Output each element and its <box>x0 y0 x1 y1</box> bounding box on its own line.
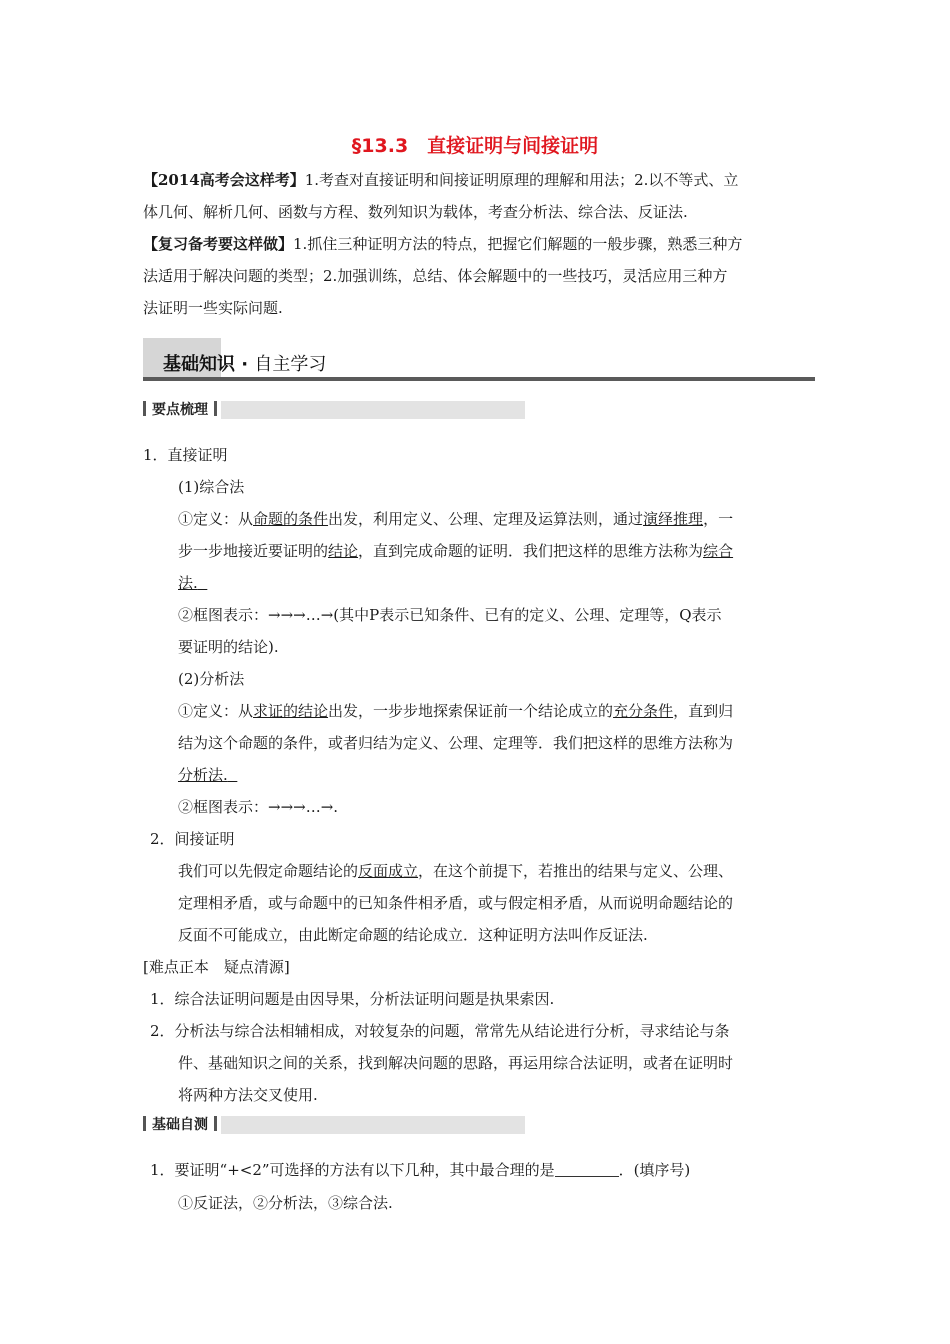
item-direct-proof: 1．直接证明 <box>143 446 228 464</box>
intro-kao-line1: 【2014高考会这样考】1.考查对直接证明和间接证明原理的理解和用法；2.以不等式、立 <box>143 171 739 189</box>
question-1: 1．要证明“+<2”可选择的方法有以下几种，其中最合理的是 ．(填序号) <box>150 1161 691 1179</box>
synthesis-flow-line1: ②框图表示：→→→…→(其中P表示已知条件、已有的定义、公理、定理等，Q表示 <box>178 606 722 624</box>
difficulty-item2-line2: 件、基础知识之间的关系，找到解决问题的思路，再运用综合法证明，或者在证明时 <box>178 1054 734 1072</box>
indirect-line2: 定理相矛盾，或与命题中的已知条件相矛盾，或与假定相矛盾，从而说明命题结论的 <box>178 894 734 912</box>
item-analysis: (2)分析法 <box>178 670 245 688</box>
difficulty-item2-line3: 将两种方法交叉使用. <box>178 1086 318 1104</box>
analysis-def-line2: 结为这个命题的条件，或者归结为定义、公理、定理等．我们把这样的思维方法称为 <box>178 734 734 752</box>
item-indirect-proof: 2．间接证明 <box>150 830 235 848</box>
intro-kao-label: 【2014高考会这样考】 <box>143 171 305 189</box>
synthesis-def-line3: 法. <box>178 574 198 592</box>
intro-kao-line2: 体几何、解析几何、函数与方程、数列知识为载体，考查分析法、综合法、反证法. <box>143 203 688 221</box>
page-title: §13.3 直接证明与间接证明 <box>351 135 599 157</box>
indirect-line3: 反面不可能成立，由此断定命题的结论成立．这种证明方法叫作反证法. <box>178 926 648 944</box>
intro-fu-line2: 法适用于解决问题的类型；2.加强训练，总结、体会解题中的一些技巧，灵活应用三种方 <box>143 267 728 285</box>
difficulty-heading: [难点正本 疑点清源] <box>143 958 290 976</box>
subsection-self-test <box>143 1116 525 1134</box>
section-header <box>143 338 815 383</box>
intro-fu-label: 【复习备考要这样做】 <box>143 235 294 253</box>
question-1-options: ①反证法，②分析法，③综合法. <box>178 1194 393 1212</box>
subsection-key-points <box>143 401 525 419</box>
analysis-flow: ②框图表示：→→→…→. <box>178 798 339 816</box>
synthesis-def-line1: ①定义：从命题的条件出发，利用定义、公理、定理及运算法则，通过演绎推理，一 <box>178 510 734 528</box>
subsection-key-points-label: 要点梳理 <box>152 402 208 418</box>
subsection-self-test-label: 基础自测 <box>152 1117 208 1133</box>
synthesis-flow-line2: 要证明的结论). <box>178 638 279 656</box>
section-title: 基础知识 · 自主学习 <box>163 354 327 375</box>
intro-fu-line1: 【复习备考要这样做】1.抓住三种证明方法的特点，把握它们解题的一般步骤，熟悉三种方 <box>143 235 743 253</box>
difficulty-item1: 1．综合法证明问题是由因导果，分析法证明问题是执果索因. <box>150 990 555 1008</box>
intro-fu-line3: 法证明一些实际问题. <box>143 299 283 317</box>
indirect-line1: 我们可以先假定命题结论的反面成立，在这个前提下，若推出的结果与定义、公理、 <box>178 862 734 880</box>
item-synthesis: (1)综合法 <box>178 478 245 496</box>
difficulty-item2-line1: 2．分析法与综合法相辅相成，对较复杂的问题，常常先从结论进行分析，寻求结论与条 <box>150 1022 730 1040</box>
answer-blank[interactable] <box>555 1162 619 1177</box>
synthesis-def-line2: 步一步地接近要证明的结论，直到完成命题的证明．我们把这样的思维方法称为综合 <box>178 542 734 560</box>
section-rule <box>143 377 815 381</box>
analysis-def-line3: 分析法. <box>178 766 228 784</box>
analysis-def-line1: ①定义：从求证的结论出发，一步步地探索保证前一个结论成立的充分条件，直到归 <box>178 702 734 720</box>
